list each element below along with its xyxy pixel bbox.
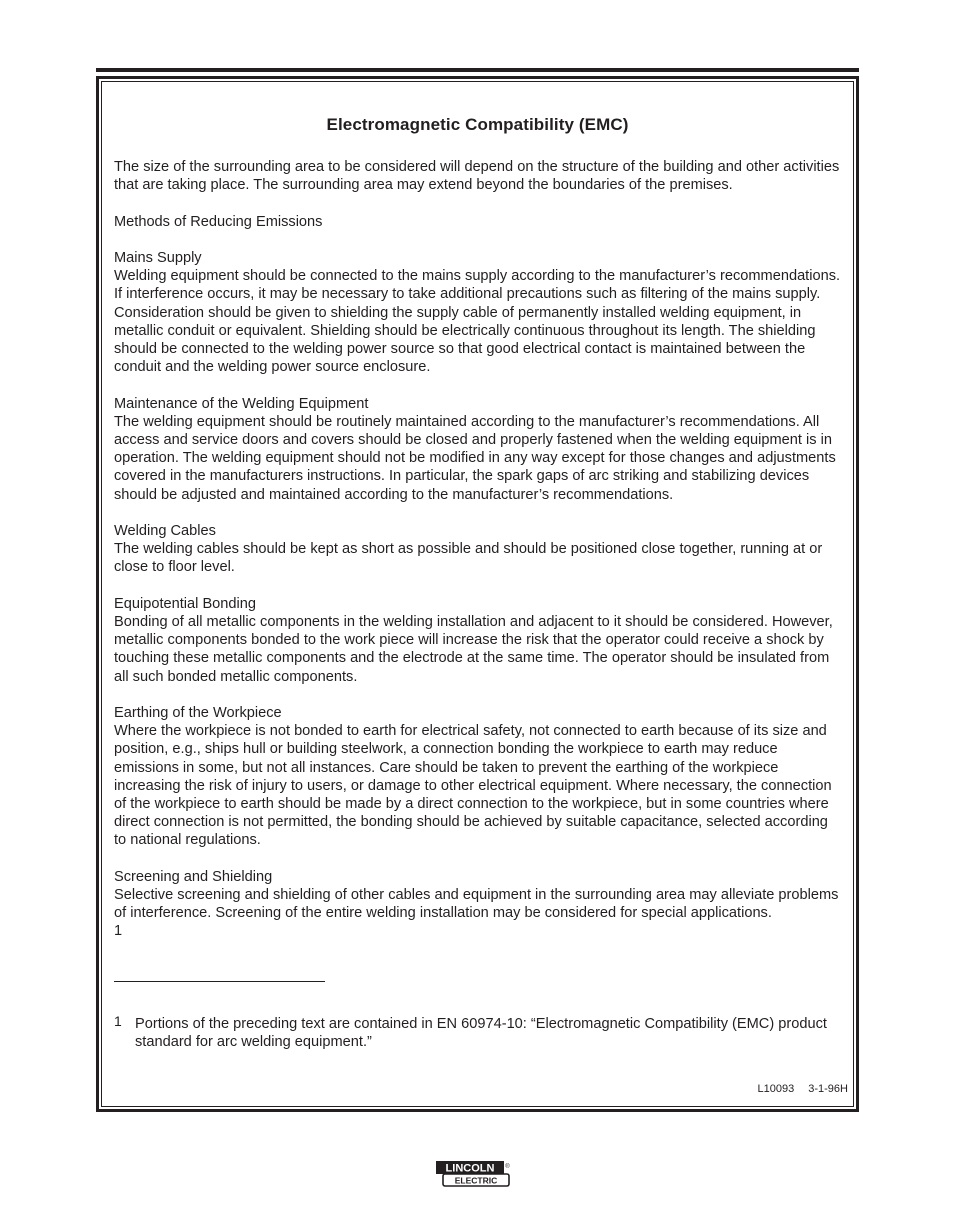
document-number [758,1083,848,1095]
footnote-reference: 1 [114,923,123,940]
section-heading: Welding Cables [114,523,216,539]
emc-notice-box [96,76,859,1112]
section-equipotential-bonding [114,595,841,686]
section-welding-cables [114,522,841,577]
logo-line1: LINCOLN [445,1162,495,1175]
methods-heading: Methods of Reducing Emissions [114,213,323,230]
section-heading: Earthing of the Workpiece [114,705,282,721]
section-heading: Equipotential Bonding [114,595,256,612]
logo-registered: ® [505,1164,510,1170]
footnote-divider [114,981,325,982]
doc-date: 3-1-96H [808,1083,848,1095]
intro-paragraph: The size of the surrounding area to be considered will depend on the structure of the building and other activities that are taking place. The surrounding area may extend beyond the boundaries of the premises. [114,159,840,194]
section-heading: Mains Supply [114,249,202,266]
doc-id: L10093 [757,1083,795,1095]
page-title: Electromagnetic Compatibility (EMC) [326,115,629,134]
section-screening-shielding [114,868,841,923]
section-text: Selective screening and shielding of other cables and equipment in the surrounding area may alleviate problems of interference. Screening of the entire welding installation may be considered for special applications. [114,887,839,922]
top-rule [96,68,859,72]
section-heading: Screening and Shielding [114,868,273,885]
section-text: The welding cables should be kept as short as possible and should be positioned close together, running at or close to floor level. [114,541,823,576]
footnote-text: Portions of the preceding text are contained in EN 60974-10: “Electromagnetic Compatibility (EMC) product standard for arc welding equipment.” [135,1016,827,1051]
footnote-mark: 1 [114,1013,122,1029]
section-text: Welding equipment should be connected to the mains supply according to the manufacturer’s recommendations. If interference occurs, it may be necessary to take additional precautions such as filtering of the mains supply. Consideration should be given to shielding the supply cable of permanently installed welding equipment, in metallic conduit or equivalent. Shielding should be electrically continuous throughout its length. The shielding should be connected to the welding power source so that good electrical contact is maintained between the conduit and the welding power source enclosure. [114,268,841,376]
section-text: Bonding of all metallic components in the welding installation and adjacent to it should be considered. However, metallic components bonded to the work piece will increase the risk that the operator could receive a shock by touching these metallic components and the electrode at the same time. The operator should be insulated from all such bonded metallic components. [114,614,833,685]
section-mains-supply [114,249,841,376]
section-earthing-workpiece [114,704,841,850]
section-maintenance [114,395,841,504]
logo-line2: ELECTRIC [454,1175,498,1186]
lincoln-electric-logo [436,1160,512,1188]
section-heading: Maintenance of the Welding Equipment [114,395,369,412]
footnote [114,1015,841,1051]
body-text [114,158,841,941]
section-text: The welding equipment should be routinely maintained according to the manufacturer’s recommendations. All access and service doors and covers should be closed and properly fastened when the welding equipment is in operation. The welding equipment should not be modified in any way except for those changes and adjustments covered in the manufacturers instructions. In particular, the spark gaps of arc striking and stabilizing devices should be adjusted and maintained according to the manufacturer’s recommendations. [114,413,836,503]
section-text: Where the workpiece is not bonded to earth for electrical safety, not connected to earth because of its size and position, e.g., ships hull or building steelwork, a connection bonding the workpiece to earth may reduce emissions in some, but not all instances. Care should be taken to prevent the earthing of the workpiece increasing the risk of injury to users, or damage to other electrical equipment. Where necessary, the connection of the workpiece to earth should be made by a direct connection to the workpiece, but in some countries where direct connection is not permitted, the bonding should be achieved by suitable capacitance, selected according to national regulations. [114,723,832,849]
